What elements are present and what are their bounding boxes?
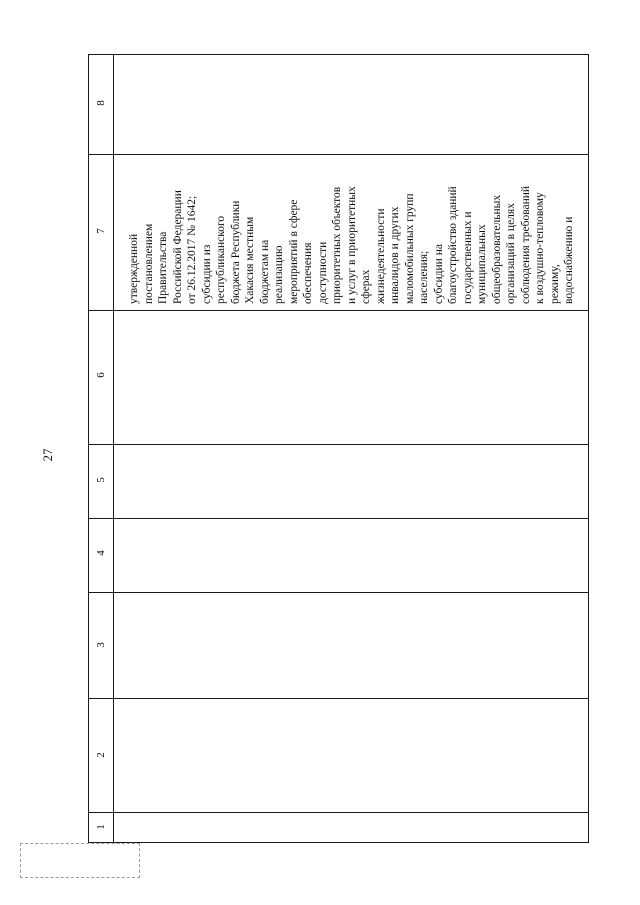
page-number: 27 — [40, 448, 55, 462]
cell-7-line: постановлением — [142, 223, 155, 304]
column-header-5: 5 — [95, 477, 107, 483]
stamp-line — [21, 856, 139, 865]
column-header-7: 7 — [95, 228, 107, 234]
cell-7-line: Российской Федерации — [171, 190, 184, 304]
cell-7-line: муниципальных — [476, 224, 488, 304]
cell-7-line: бюджетам на — [258, 239, 271, 304]
table-border-4-3 — [89, 592, 588, 593]
cell-7-line: субсидии из — [200, 244, 213, 304]
stamp-line — [21, 865, 139, 874]
table-border-6-5 — [89, 444, 588, 445]
cell-7-line: республиканского — [215, 215, 227, 304]
cell-7-line: водоснабжению и — [563, 216, 575, 304]
cell-7-line: к воздушно-тепловому — [534, 192, 546, 304]
cell-column-7-content — [125, 156, 585, 308]
document-table — [88, 54, 589, 843]
cell-7-line: инвалидов и других — [389, 206, 401, 304]
column-header-6: 6 — [95, 372, 107, 378]
document-stamp — [20, 843, 140, 878]
column-header-1: 1 — [95, 824, 107, 830]
cell-7-line: общеобразовательных — [490, 194, 503, 304]
cell-7-line: Правительства — [157, 231, 169, 304]
cell-7-line: Хакасия местным — [244, 216, 256, 304]
cell-7-line: сферах — [360, 269, 372, 304]
table-border-7-6 — [89, 310, 588, 311]
cell-7-line: утвержденной — [128, 233, 140, 304]
cell-7-line: и услуг в приоритетных — [345, 186, 358, 304]
stamp-line — [21, 847, 139, 856]
cell-7-line: режиму, — [548, 264, 561, 304]
cell-column-7 — [125, 156, 585, 308]
cell-7-line: государственных и — [461, 211, 474, 304]
table-border-5-4 — [89, 518, 588, 519]
column-header-4: 4 — [95, 550, 107, 556]
cell-7-line: соблюдения требований — [519, 185, 532, 304]
column-header-2: 2 — [95, 752, 107, 758]
cell-7-line: бюджета Республики — [229, 200, 242, 304]
cell-7-line: реализацию — [273, 245, 285, 304]
cell-7-line: жизнедеятельности — [374, 208, 387, 304]
cell-7-line: обеспечения — [302, 242, 314, 304]
cell-7-line: организаций в целях — [505, 203, 517, 304]
cell-7-line: доступности — [316, 241, 329, 304]
cell-7-line: от 26.12.2017 № 1642; — [186, 195, 198, 304]
table-border-8-7 — [89, 154, 588, 155]
column-header-3: 3 — [95, 642, 107, 648]
cell-7-line: субсидии на — [432, 244, 445, 304]
column-header-8: 8 — [95, 100, 107, 106]
cell-7-line: маломобильных групп — [403, 193, 416, 304]
cell-7-line: приоритетных объектов — [331, 186, 343, 304]
table-border-2-1 — [89, 812, 588, 813]
cell-7-line: благоустройство зданий — [447, 186, 459, 304]
table-border-3-2 — [89, 698, 588, 699]
cell-7-line: населения; — [418, 250, 430, 304]
cell-7-line: мероприятий в сфере — [287, 199, 300, 304]
table-header-separator — [113, 55, 114, 842]
